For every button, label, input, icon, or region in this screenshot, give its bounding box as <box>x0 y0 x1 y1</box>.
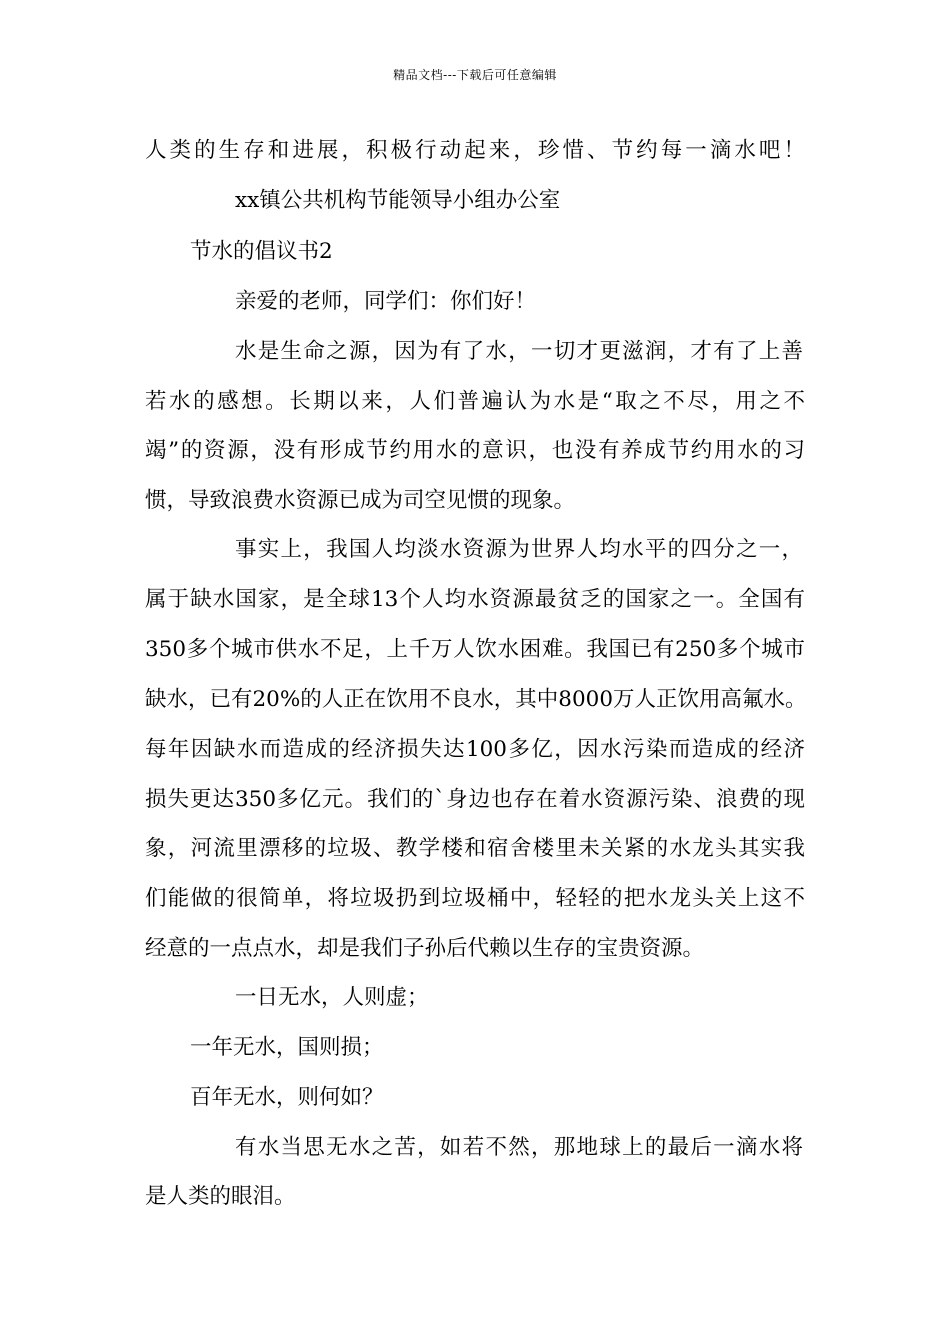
text-line: 350多个城市供水不足，上千万人饮水困难。我国已有250多个城市 <box>145 637 805 662</box>
text-line: 人类的生存和进展，积极行动起来，珍惜、节约每一滴水吧！ <box>145 138 805 163</box>
text-line: 经意的一点点水，却是我们子孙后代赖以生存的宝贵资源。 <box>145 936 705 961</box>
text-line: 水是生命之源，因为有了水，一切才更滋润，才有了上善 <box>235 339 803 364</box>
verse-line: 一年无水，国则损； <box>190 1035 384 1060</box>
text-line: 缺水，已有20%的人正在饮用不良水，其中8000万人正饮用高氟水。 <box>145 687 807 712</box>
office-signature: xx镇公共机构节能领导小组办公室 <box>235 188 561 213</box>
verse-line: 一日无水，人则虚； <box>235 985 429 1010</box>
section-title: 节水的倡议书2 <box>190 239 333 264</box>
text-line: 有水当思无水之苦，如若不然，那地球上的最后一滴水将 <box>235 1135 803 1160</box>
text-line: 象，河流里漂移的垃圾、教学楼和宿舍楼里未关紧的水龙头其实我 <box>145 836 805 861</box>
text-line: 事实上，我国人均淡水资源为世界人均水平的四分之一， <box>235 537 803 562</box>
text-line: 损失更达350多亿元。我们的`身边也存在着水资源污染、浪费的现 <box>145 787 805 812</box>
text-line: 竭”的资源，没有形成节约用水的意识，也没有养成节约用水的习 <box>145 438 805 463</box>
text-line: 们能做的很简单，将垃圾扔到垃圾桶中，轻轻的把水龙头关上这不 <box>145 886 805 911</box>
page-header: 精品文档---下载后可任意编辑 <box>393 68 557 82</box>
verse-line: 百年无水，则何如？ <box>190 1085 384 1110</box>
text-line: 是人类的眼泪。 <box>145 1184 296 1209</box>
text-line: 惯，导致浪费水资源已成为司空见惯的现象。 <box>145 488 576 513</box>
text-line: 属于缺水国家，是全球13个人均水资源最贫乏的国家之一。全国有 <box>145 587 805 612</box>
text-line: 若水的感想。长期以来，人们普遍认为水是“取之不尽，用之不 <box>145 389 805 414</box>
text-line: 每年因缺水而造成的经济损失达100多亿，因水污染而造成的经济 <box>145 737 805 762</box>
greeting: 亲爱的老师，同学们：你们好！ <box>235 289 537 314</box>
